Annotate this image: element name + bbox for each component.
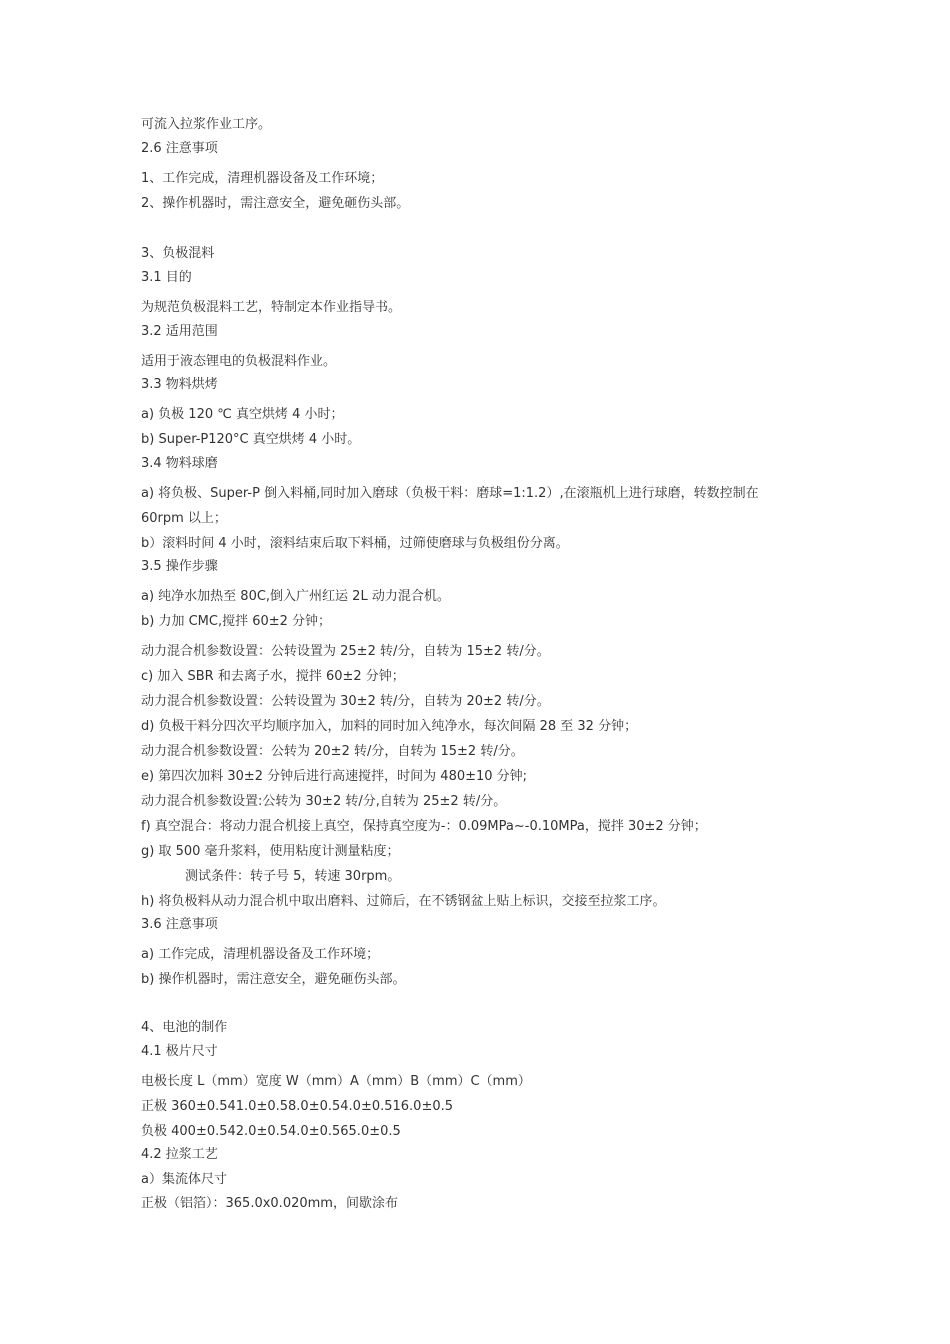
text-line: a) 纯净水加热至 80C,倒入广州红运 2L 动力混合机。: [141, 589, 450, 604]
text-line: d) 负极干料分四次平均顺序加入，加料的同时加入纯净水，每次间隔 28 至 32 分钟；: [141, 719, 638, 734]
text-line: 测试条件：转子号 5，转速 30rpm。: [185, 869, 401, 884]
section-heading: 4.1 极片尺寸: [141, 1044, 218, 1059]
text-line: 2、操作机器时，需注意安全，避免砸伤头部。: [141, 196, 410, 211]
section-heading: 3.2 适用范围: [141, 324, 218, 339]
text-line: b) 操作机器时，需注意安全，避免砸伤头部。: [141, 972, 406, 987]
section-heading: 2.6 注意事项: [141, 141, 218, 156]
text-line: f) 真空混合：将动力混合机接上真空，保持真空度为-：0.09MPa~-0.10MPa，搅拌 30±2 分钟；: [141, 819, 707, 834]
table-row-line: 负极 400±0.542.0±0.54.0±0.565.0±0.5: [141, 1124, 401, 1139]
text-line: 60rpm 以上；: [141, 511, 227, 526]
text-line: 可流入拉浆作业工序。: [141, 117, 272, 132]
text-line: 适用于液态锂电的负极混料作业。: [141, 354, 337, 369]
section-heading: 3.6 注意事项: [141, 917, 218, 932]
text-line: b) 力加 CMC,搅拌 60±2 分钟；: [141, 614, 332, 629]
text-line: g) 取 500 毫升浆料，使用粘度计测量粘度；: [141, 844, 400, 859]
text-line: a) 工作完成，清理机器设备及工作环境；: [141, 947, 380, 962]
section-heading: 3.3 物料烘烤: [141, 377, 218, 392]
table-header-line: 电极长度 L（mm）宽度 W（mm）A（mm）B（mm）C（mm）: [141, 1074, 531, 1089]
table-row-line: 正极 360±0.541.0±0.58.0±0.54.0±0.516.0±0.5: [141, 1099, 454, 1114]
chapter-heading: 4、电池的制作: [141, 1020, 228, 1035]
text-line: 动力混合机参数设置：公转设置为 25±2 转/分，自转为 15±2 转/分。: [141, 644, 550, 659]
text-line: e) 第四次加料 30±2 分钟后进行高速搅拌，时间为 480±10 分钟;: [141, 769, 528, 784]
text-line: b) Super-P120°C 真空烘烤 4 小时。: [141, 432, 361, 447]
section-heading: 3.1 目的: [141, 270, 192, 285]
text-line: a）集流体尺寸: [141, 1172, 227, 1187]
text-line: 1、工作完成，清理机器设备及工作环境；: [141, 171, 384, 186]
text-line: b）滚料时间 4 小时，滚料结束后取下料桶，过筛使磨球与负极组份分离。: [141, 536, 569, 551]
section-heading: 3.5 操作步骤: [141, 559, 218, 574]
text-line: 正极（铝箔）：365.0x0.020mm，间歇涂布: [141, 1196, 398, 1211]
text-line: a) 将负极、Super-P 倒入料桶,同时加入磨球（负极干料：磨球=1:1.2）,在滚瓶机上进行球磨，转数控制在: [141, 486, 759, 501]
text-line: h) 将负极料从动力混合机中取出磨料、过筛后，在不锈钢盆上贴上标识，交接至拉浆工序。: [141, 894, 666, 909]
text-line: 为规范负极混料工艺，特制定本作业指导书。: [141, 300, 402, 315]
text-line: c) 加入 SBR 和去离子水，搅拌 60±2 分钟；: [141, 669, 405, 684]
chapter-heading: 3、负极混料: [141, 246, 215, 261]
text-line: 动力混合机参数设置：公转为 20±2 转/分，自转为 15±2 转/分。: [141, 744, 524, 759]
text-line: 动力混合机参数设置：公转设置为 30±2 转/分，自转为 20±2 转/分。: [141, 694, 550, 709]
text-line: 动力混合机参数设置:公转为 30±2 转/分,自转为 25±2 转/分。: [141, 794, 507, 809]
section-heading: 3.4 物料球磨: [141, 456, 218, 471]
text-line: a) 负极 120 ℃ 真空烘烤 4 小时；: [141, 407, 344, 422]
section-heading: 4.2 拉浆工艺: [141, 1147, 218, 1162]
